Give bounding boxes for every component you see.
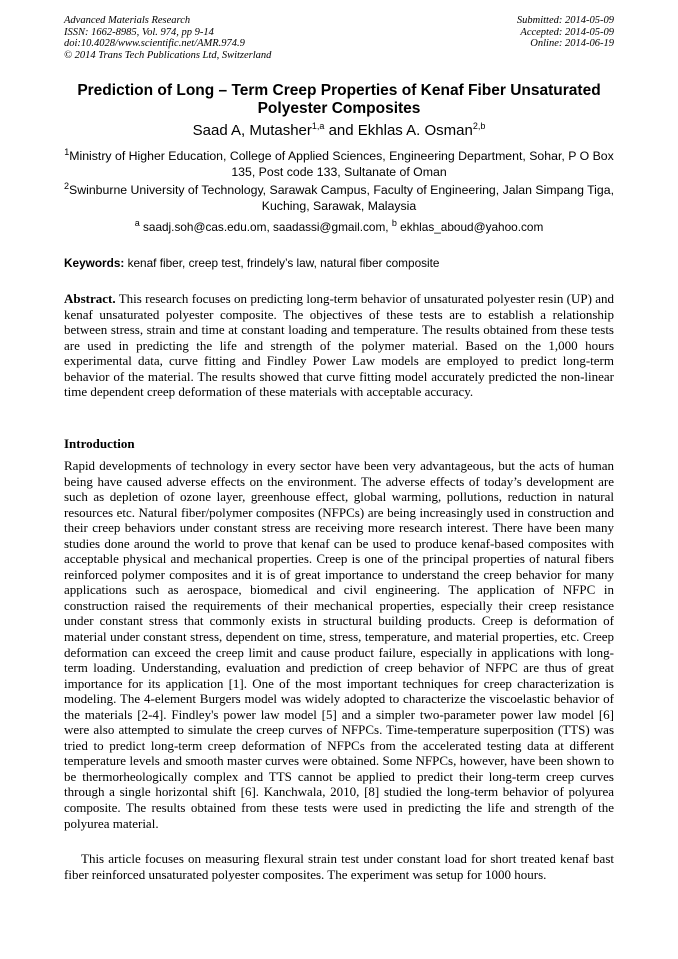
author-emails bbox=[60, 220, 618, 235]
abstract-label: Abstract. bbox=[64, 291, 116, 306]
introduction-paragraph-1: Rapid developments of technology in every sector have been very advantageous, but the acts of human being have caused adverse effects on the environment. The adverse effects of today’s development are such as depletion of ozone layer, greenhouse effect, global warming, pollutions, reduction in natural resources etc. Natural fiber/polymer composites (NFPCs) are being increasingly used in construction and their creep behaviors under constant stress are receiving more research interest. There have been many studies done around the world to prove that kenaf can be used to produce kenaf-based composites with acceptable physical and mechanical properties. Creep is one of the principal properties of natural fibers reinforced polymer composites and it is of great importance to understand the creep behavior for many applications such as aerospace, biomedical and civil engineering. The application of NFPC in construction raised the requirements of their mechanical properties, especially their creep resistance under constant stress that commonly exists in structural building products. Creep is deformation of material under constant stress, dependent on time, stress, temperature, and material properties, etc. Creep deformation can exceed the creep limit and cause product failure, especially in applications with long-term loading. Understanding, evaluation and prediction of creep behavior of NFPC are thus of great importance for its application [1]. One of the most important techniques for creep characterization is modeling. The 4-element Burgers model was widely adopted to characterize the viscoelastic behavior of the materials [2-4]. Findley's power law model [5] and a simpler two-parameter power law model [6] were also attempted to simulate the creep curves of NFPCs. Time-temperature superposition (TTS) was tried to predict long-term creep deformation of NFPCs from the accelerated testing data at different temperature levels and smooth master curves were obtained. Some NFPCs, however, have been shown to be thermorheologically complex and TTS cannot be applied to predict their long-term creep curves through a single horizontal shift [6]. Kanchwala, 2010, [8] studied the long-term behavior of polyurea composite. The results obtained from these tests were used in predicting the life and strength of the polyurea material. bbox=[64, 458, 614, 831]
affiliation-2-text: Swinburne University of Technology, Sarawak Campus, Faculty of Engineering, Jalan Simpang Tiga, Kuching, Sarawak, Malaysia bbox=[69, 183, 615, 213]
email-a[interactable]: saadj.soh@cas.edu.om, saadassi@gmail.com, bbox=[139, 220, 392, 234]
affiliation-2-mark: 2 bbox=[64, 180, 70, 191]
author-1: Saad A, Mutasher bbox=[192, 122, 312, 139]
email-b-mark: b bbox=[391, 218, 397, 229]
keywords bbox=[64, 256, 614, 271]
online-date: Online: 2014-06-19 bbox=[530, 38, 614, 50]
submitted-date: Submitted: 2014-05-09 bbox=[516, 15, 614, 26]
abstract-text: This research focuses on predicting long-term behavior of unsaturated polyester resin (UP) and kenaf unsaturated polyester composite. The objectives of these tests are to establish a relationship between stress, strain and time at constant loading and temperature. The results obtained from these tests are used in predicting the life and strength of the polymer material. Based on the 1,000 hours experimental data, curve fitting and Findley Power Law models are employed to predict long-term behavior of the material. The results showed that curve fitting model accurately predicted the non-linear time dependent creep deformation of these materials with acceptable accuracy. bbox=[64, 291, 614, 400]
affiliation-1-text: Ministry of Higher Education, College of Applied Sciences, Engineering Department, Sohar, P O Box 135, Post code 133, Sultanate of Oman bbox=[69, 149, 614, 179]
affiliation-2 bbox=[64, 180, 615, 214]
author-1-affiliation-mark: 1,a bbox=[311, 121, 325, 131]
abstract bbox=[64, 291, 614, 400]
author-line bbox=[40, 122, 638, 140]
journal-doi: doi:10.4028/www.scientific.net/AMR.974.9 bbox=[64, 38, 245, 50]
introduction-paragraph-2: This article focuses on measuring flexural strain test under constant load for short treated kenaf bast fiber reinforced unsaturated polyester composites. The experiment was setup for 1000 hours. bbox=[64, 851, 614, 882]
author-conjunction: and bbox=[324, 122, 358, 139]
author-2: Ekhlas A. Osman bbox=[357, 122, 473, 139]
introduction-heading: Introduction bbox=[64, 436, 135, 451]
email-a-mark: a bbox=[134, 218, 140, 229]
email-b[interactable]: ekhlas_aboud@yahoo.com bbox=[396, 220, 544, 234]
affiliation-1 bbox=[64, 146, 614, 180]
paper-title: Prediction of Long – Term Creep Properties of Kenaf Fiber Unsaturated Polyester Composites bbox=[77, 82, 601, 117]
journal-issn: ISSN: 1662-8985, Vol. 974, pp 9-14 bbox=[64, 26, 214, 38]
journal-name: Advanced Materials Research bbox=[64, 15, 191, 26]
accepted-date: Accepted: 2014-05-09 bbox=[520, 26, 614, 38]
keywords-text: kenaf fiber, creep test, frindely’s law, natural fiber composite bbox=[124, 256, 440, 270]
journal-copyright: © 2014 Trans Tech Publications Ltd, Switzerland bbox=[64, 49, 272, 61]
keywords-label: Keywords: bbox=[64, 256, 125, 270]
journal-header-right bbox=[517, 15, 614, 50]
journal-header-left bbox=[64, 15, 271, 61]
author-2-affiliation-mark: 2,b bbox=[472, 121, 486, 131]
affiliation-1-mark: 1 bbox=[64, 146, 70, 157]
